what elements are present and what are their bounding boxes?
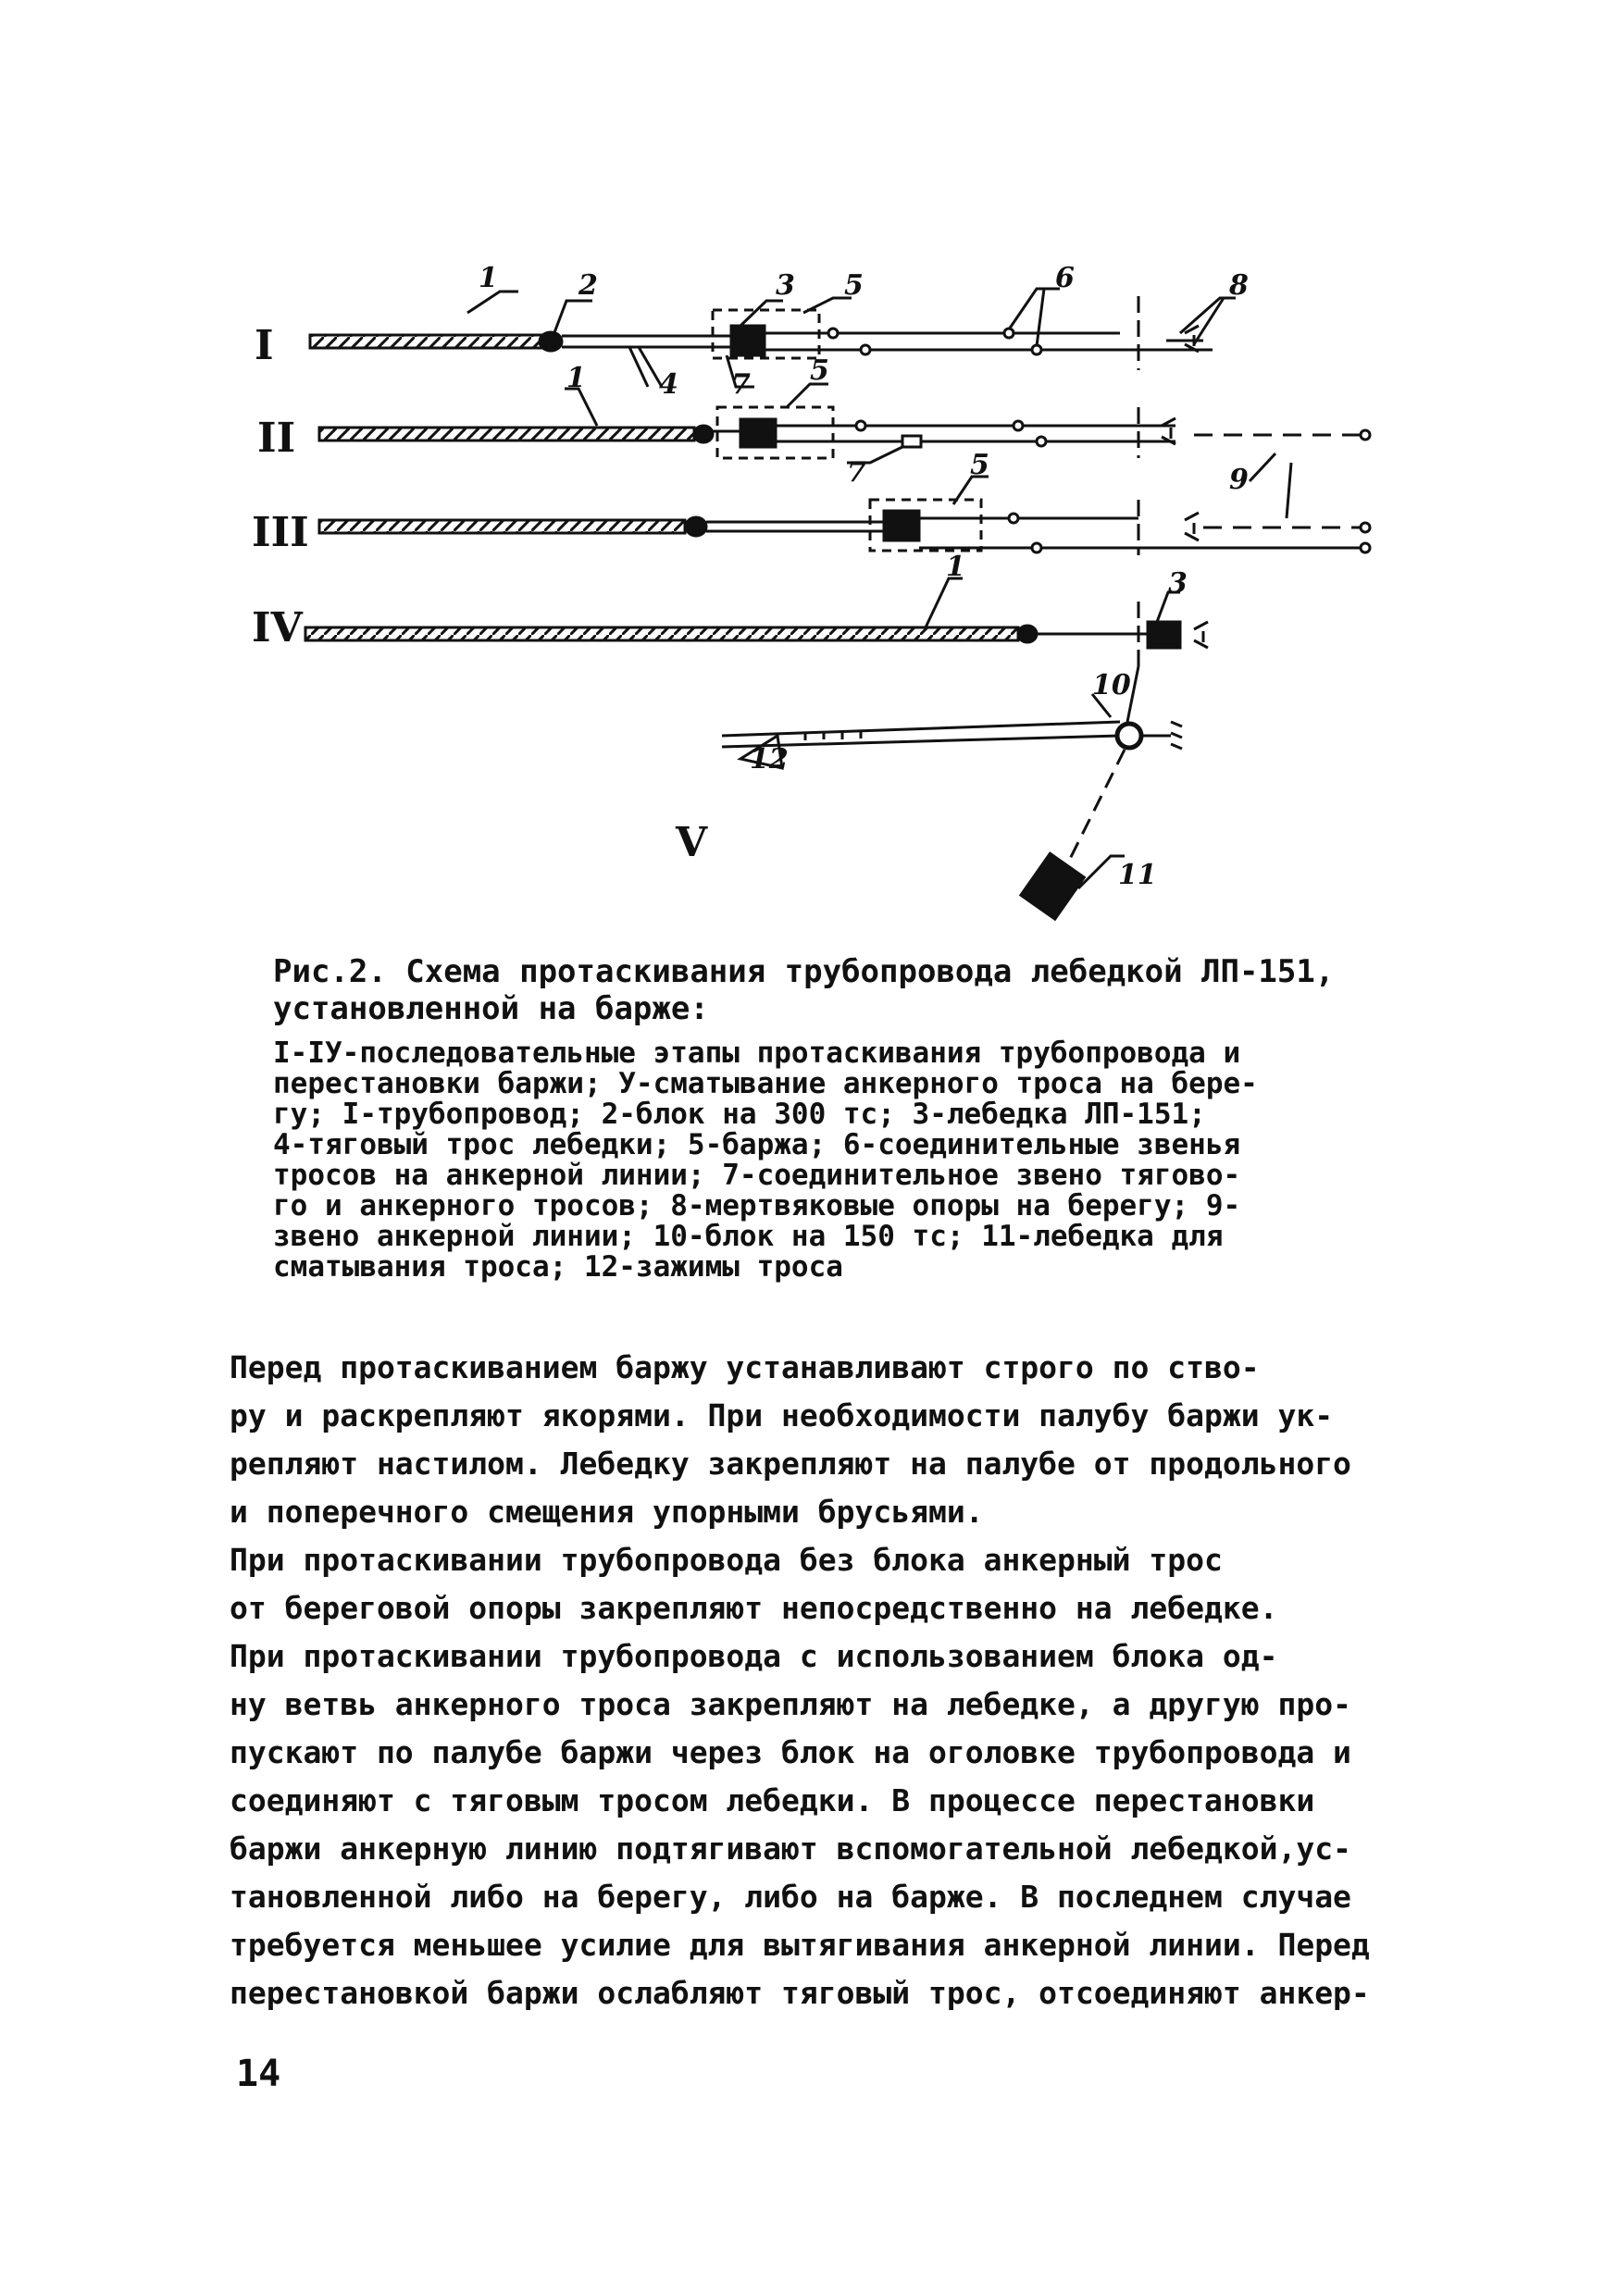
callout-1-stage-i: 1 xyxy=(479,262,498,294)
callout-12-stage-v: 12 xyxy=(750,743,789,776)
callout-5-stage-iii: 5 xyxy=(970,449,989,481)
stage-iii-scheme xyxy=(319,477,1370,555)
stage-iv-scheme xyxy=(305,578,1208,666)
callout-5-stage-i: 5 xyxy=(844,269,864,302)
body-text xyxy=(230,1344,1433,2017)
callout-3-stage-iv: 3 xyxy=(1168,567,1188,600)
callout-9-stage-ii: 9 xyxy=(1229,464,1249,496)
callout-3-stage-i: 3 xyxy=(776,269,795,302)
callout-4-stage-i: 4 xyxy=(659,368,678,401)
callout-7-stage-i: 7 xyxy=(731,368,751,401)
stage-label-iii: III xyxy=(252,509,309,556)
stage-label-v: V xyxy=(676,819,708,866)
stage-v-scheme xyxy=(722,666,1182,919)
paragraph-1: Перед протаскиванием баржу устанавливают строго по ство- ру и раскрепляют якорями. При необходимости палубу баржи ук- репляют настилом. Лебедку закрепляют на палубе от продольного и поперечного смещения упорными брусьями. xyxy=(230,1349,1351,1530)
paragraph-3: При протаскивании трубопровода с использованием блока од- ну ветвь анкерного троса закрепляют на лебедке, а другую про- пускают по палубе баржи через блок на оголовке трубопровода и соединяют с тяговым тросом лебедки. В процессе перестановки баржи анкерную линию подтягивают вспомогательной лебедкой,ус- тановленной либо на берегу, либо на барже. В последнем случае требуется меньшее усилие для вытягивания анкерной линии. Перед перестановкой баржи ослабляют тяговый трос, отсоединяют анкер- xyxy=(230,1638,1370,2011)
pipeline-pulling-diagram xyxy=(0,0,1617,981)
stage-label-ii: II xyxy=(257,415,296,462)
callout-11-stage-v: 11 xyxy=(1118,859,1157,891)
callout-1-stage-ii: 1 xyxy=(566,362,586,394)
callout-7-stage-ii: 7 xyxy=(847,456,866,489)
stage-i-scheme xyxy=(310,289,1236,387)
callout-8-stage-i: 8 xyxy=(1229,269,1249,302)
callout-5-stage-ii: 5 xyxy=(810,354,829,387)
page-number: 14 xyxy=(236,2053,281,2095)
callout-1-stage-iv: 1 xyxy=(946,551,965,583)
caption-legend: І-ІУ-последовательные этапы протаскивания трубопровода и перестановки баржи; У-сматывание анкерного троса на бере- гу; І-трубопровод; 2-блок на 300 тс; 3-лебедка ЛП-151; 4-тяговый трос лебедки; 5-баржа; 6-соединительные звенья тросов на анкерной линии; 7-соединительное звено тягово- го и анкерного тросов; 8-мертвяковые опоры на берегу; 9- звено анкерной линии; 10-блок на 150 тс; 11-лебедка для сматывания троса; 12-зажимы троса xyxy=(273,1036,1258,1284)
paragraph-2: При протаскивании трубопровода без блока анкерный трос от береговой опоры закрепляют непосредственно на лебедке. xyxy=(230,1542,1278,1626)
figure-caption xyxy=(264,953,1421,1283)
caption-title: Рис.2. Схема протаскивания трубопровода лебедкой ЛП-151, установленной на барже: xyxy=(273,953,1335,1027)
stage-label-iv: IV xyxy=(252,604,303,652)
stage-ii-scheme xyxy=(319,384,1370,518)
callout-6-stage-i: 6 xyxy=(1055,262,1075,294)
callout-10-stage-v: 10 xyxy=(1092,669,1131,701)
stage-label-i: I xyxy=(255,322,274,369)
callout-2-stage-i: 2 xyxy=(578,269,598,302)
